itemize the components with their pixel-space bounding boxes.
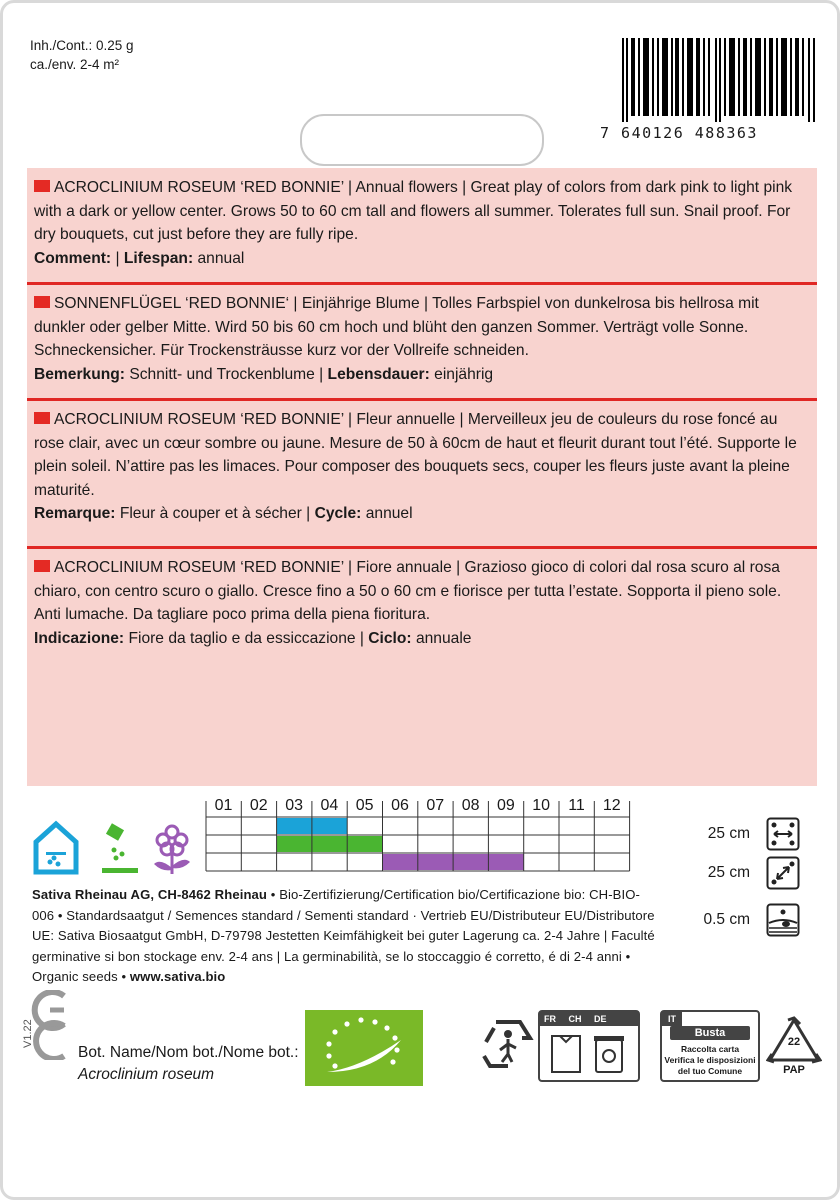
- calendar-legend-icons: [32, 818, 202, 881]
- sowing-depth: [690, 903, 800, 937]
- section-value: Fleur à couper et à sécher: [119, 505, 302, 522]
- row-spacing-value: 25 cm: [707, 825, 750, 842]
- busta-instructions: [662, 1044, 758, 1077]
- red-square-icon: [34, 560, 50, 572]
- section-english: ACROCLINIUM ROSEUM ‘RED BONNIE’ | Annual flowers | Great play of colors from dark pink to light pink with a dark or yellow center. Grows 50 to 60 cm tall and flowers all summer. Tolerates full sun. Snail proof. For dry bouquets, cut just before they are fully ripe. Comment: | Lifespan: annual: [34, 179, 793, 267]
- plant-spacing-icon: [766, 856, 800, 890]
- contents-weight: Inh./Cont.: 0.25 g: [30, 38, 134, 53]
- calendar-grid: [206, 817, 626, 873]
- section-label: Lifespan:: [123, 249, 194, 267]
- busta-label: Busta: [670, 1026, 750, 1040]
- eu-organic-leaf-icon: [305, 1010, 423, 1086]
- italy-label: IT: [662, 1012, 682, 1026]
- section-italian: ACROCLINIUM ROSEUM ‘RED BONNIE’ | Fiore annuale | Grazioso gioco di colori dal rosa scuro al rosa chiaro, con centro scuro o giallo. Cresce fino a 50 o 60 cm e fiorisce per tutta l’estate. Sopporta il pieno sole. Anti lumache. Da tagliare poco prima della piena fioritura. Indicazione: Fiore da taglio e da essiccazione | Ciclo: annuale: [34, 559, 782, 647]
- hanger-hole: [300, 114, 544, 166]
- sow-outdoors-icon: [102, 823, 138, 873]
- row-spacing-icon: [766, 817, 800, 851]
- country-ch: CH: [568, 1014, 582, 1024]
- legend-icons: [32, 818, 202, 876]
- section-label: Bemerkung:: [34, 365, 125, 383]
- row-spacing: [690, 817, 800, 851]
- barcode: [622, 38, 818, 122]
- sow-indoors-icon: [36, 824, 76, 872]
- section-value: annuale: [415, 629, 472, 647]
- section-value: annuel: [365, 505, 413, 522]
- section-value: annual: [197, 249, 245, 267]
- section-text: ACROCLINIUM ROSEUM ‘RED BONNIE’ | Annual flowers | Great play of colors from dark pink to light pink with a dark or yellow center. Grows 50 to 60 cm tall and flowers all summer. Tolerates full sun. Snail proof. For dry bouquets, cut just before they are fully ripe.: [34, 179, 793, 243]
- plant-spacing-value: 25 cm: [707, 864, 750, 881]
- month-label: 12: [602, 797, 621, 814]
- eu-organic-logo: [305, 1010, 423, 1086]
- busta-line: Raccolta carta: [680, 1044, 740, 1054]
- flower-icon: [154, 826, 190, 874]
- section-value: einjährig: [434, 365, 494, 383]
- italy-disposal-box: [660, 1010, 760, 1082]
- section-text: SONNENFLÜGEL ‘RED BONNIE‘ | Einjährige Blume | Tolles Farbspiel von dunkelrosa bis hellrosa mit dunkler oder gelber Mitte. Wird 50 bis 60 cm hoch und blüht den ganzen Sommer. Verträgt volle Sonne. Schneckensicher. Für Trockensträusse kurz vor der Vollreife schneiden.: [34, 295, 759, 359]
- section-text: ACROCLINIUM ROSEUM ‘RED BONNIE’ | Fiore annuale | Grazioso gioco di colori dal rosa scuro al rosa chiaro, con centro scuro o giallo. Cresce fino a 50 o 60 cm e fiorisce per tutta l’estate. Sopporta il pieno sole. Anti lumache. Da tagliare poco prima della piena fioritura.: [34, 559, 782, 623]
- company-info: [32, 885, 662, 988]
- country-fr: FR: [544, 1014, 556, 1024]
- description-panel: [27, 168, 817, 786]
- busta-line: del tuo Comune: [677, 1066, 743, 1076]
- company-details: • Bio-Zertifizierung/Certification bio/Certificazione bio: CH-BIO-006 • Standardsaatgut / Semences standard / Sementi standard · Vertrieb EU/Distributeur EU/Distributore UE: Sativa Biosaatgut GmbH, D-79798 Jestetten Keimfähigkeit bei guter Lagerung ca. 2-4 Jahre | Faculté germinative si bon stockage env. 2-4 ans | La germinabilità, se lo stoccaggio é corretto, é di 2-4 anni • Organic seeds •: [32, 887, 655, 984]
- country-de: DE: [594, 1014, 607, 1024]
- section-value: Schnitt- und Trockenblume: [129, 365, 315, 383]
- month-label: 07: [426, 797, 445, 814]
- month-label: 01: [214, 797, 233, 814]
- separator-line: [27, 546, 817, 549]
- month-label: 04: [320, 797, 339, 814]
- sorting-box: [538, 1010, 640, 1082]
- recycling-person-icon: [478, 1012, 538, 1072]
- botanical-name: [78, 1042, 299, 1086]
- barcode-number: 7 640126 488363: [600, 124, 758, 142]
- botanical-label: Bot. Name/Nom bot./Nome bot.:: [78, 1044, 299, 1061]
- section-label: Comment:: [34, 249, 112, 267]
- red-square-icon: [34, 180, 50, 192]
- section-french: ACROCLINIUM ROSEUM ‘RED BONNIE’ | Fleur annuelle | Merveilleux jeu de couleurs du rose foncé au rose clair, avec un cœur sombre ou jaune. Mesure de 50 à 60cm de haut et fleurit durant tout l’été. Supporte le plein soleil. N’attire pas les limaces. Pour composer des bouquets secs, couper les fleurs juste avant la pleine maturité. Remarque: Fleur à couper et à sécher | Cycle: annuel: [34, 411, 797, 522]
- calendar-bar-sow-outdoors: [277, 836, 383, 852]
- month-label: 03: [285, 797, 303, 814]
- pap-label: PAP: [783, 1064, 805, 1076]
- section-label: Ciclo:: [368, 629, 412, 647]
- version-label: V1.22: [22, 1019, 34, 1048]
- month-label: 08: [461, 797, 480, 814]
- month-label: 02: [249, 797, 268, 814]
- package-info: [30, 36, 134, 74]
- section-label: Cycle:: [314, 505, 362, 522]
- coverage-area: ca./env. 2-4 m²: [30, 57, 120, 72]
- separator-line: [27, 398, 817, 401]
- company-name: Sativa Rheinau AG, CH-8462 Rheinau: [32, 887, 268, 902]
- section-label: Remarque:: [34, 505, 116, 522]
- plant-spacing: [690, 856, 800, 890]
- sowing-depth-value: 0.5 cm: [703, 911, 750, 928]
- red-square-icon: [34, 412, 50, 424]
- botanical-value: Acroclinium roseum: [78, 1066, 215, 1083]
- section-text: ACROCLINIUM ROSEUM ‘RED BONNIE’ | Fleur annuelle | Merveilleux jeu de couleurs du rose foncé au rose clair, avec un cœur sombre ou jaune. Mesure de 50 à 60cm de haut et fleurit durant tout l’été. Supporte le plein soleil. N’attire pas les limaces. Pour composer des bouquets secs, couper les fleurs juste avant la pleine maturité.: [34, 411, 797, 499]
- pap-number: 22: [787, 1036, 801, 1048]
- month-label: 05: [355, 797, 374, 814]
- month-label: 10: [532, 797, 551, 814]
- conformity-mark-icon: [28, 990, 72, 1060]
- section-german: SONNENFLÜGEL ‘RED BONNIE‘ | Einjährige Blume | Tolles Farbspiel von dunkelrosa bis hellrosa mit dunkler oder gelber Mitte. Wird 50 bis 60 cm hoch und blüht den ganzen Sommer. Verträgt volle Sonne. Schneckensicher. Für Trockensträusse kurz vor der Vollreife schneiden. Bemerkung: Schnitt- und Trockenblume | Lebensdauer: einjährig: [34, 295, 759, 383]
- sowing-depth-icon: [766, 903, 800, 937]
- red-square-icon: [34, 296, 50, 308]
- section-value: Fiore da taglio e da essiccazione: [128, 629, 356, 647]
- month-label: 06: [391, 797, 409, 814]
- separator-line: [27, 282, 817, 285]
- section-label: Lebensdauer:: [327, 365, 430, 383]
- pap-recycling-mark: [766, 1016, 822, 1082]
- company-website[interactable]: www.sativa.bio: [129, 969, 226, 984]
- month-label: 09: [496, 797, 515, 814]
- paper-bin-icon: [548, 1032, 628, 1076]
- section-label: Indicazione:: [34, 629, 125, 647]
- month-label: 11: [568, 797, 585, 814]
- country-codes: [540, 1012, 638, 1026]
- busta-line: Verifica le disposizioni: [664, 1055, 756, 1065]
